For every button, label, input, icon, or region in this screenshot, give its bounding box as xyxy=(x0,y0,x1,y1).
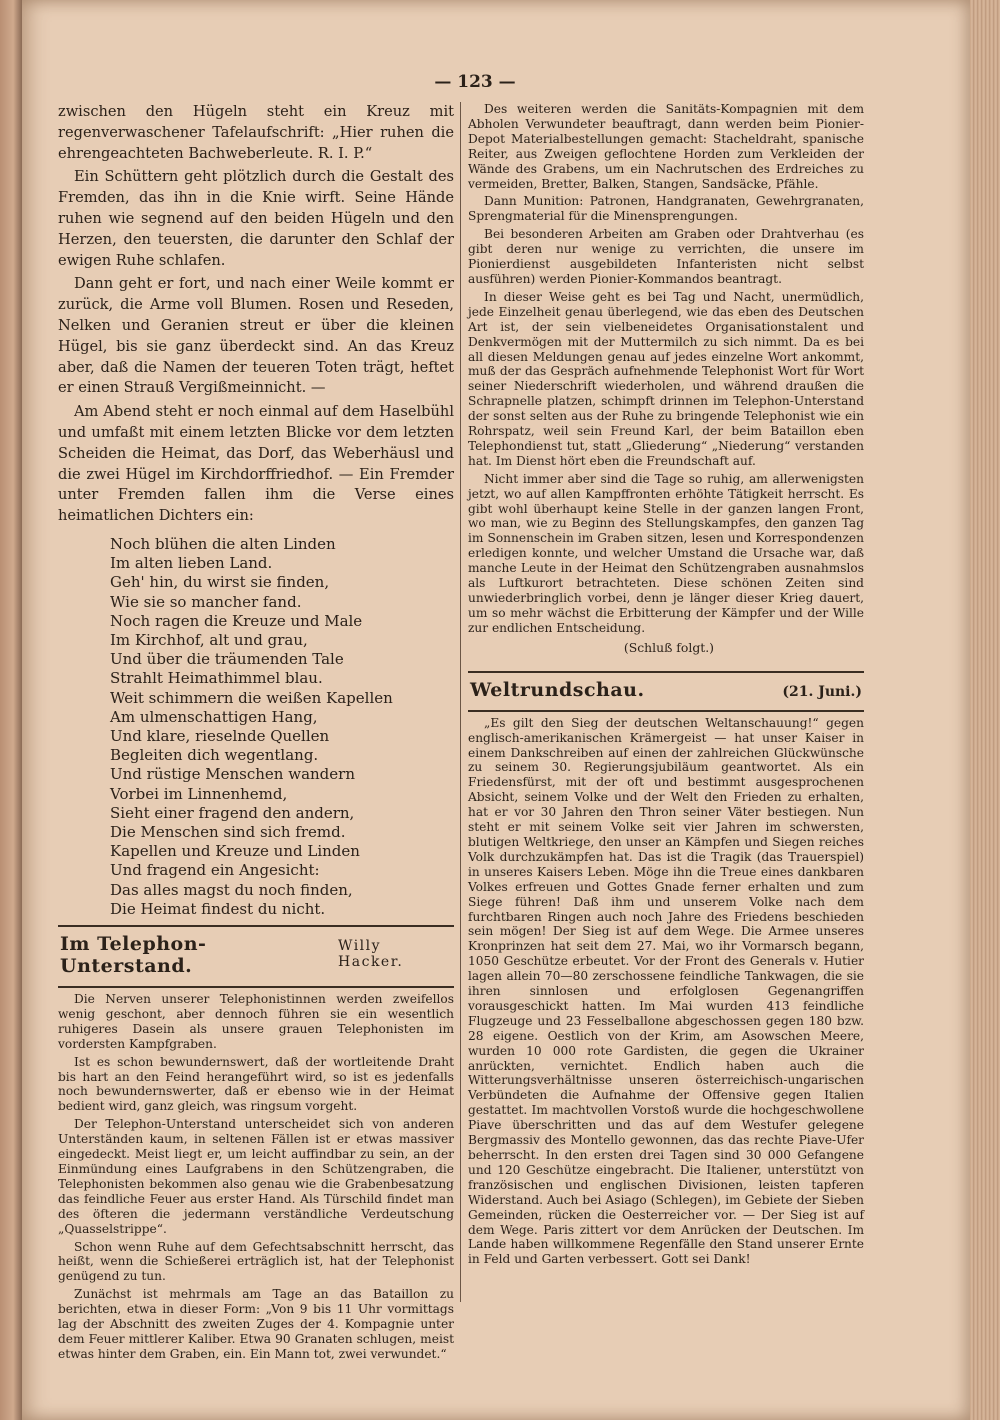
previous-page-edge xyxy=(0,0,22,1420)
left-column xyxy=(58,102,454,1365)
poem-line: Und klare, rieselnde Quellen xyxy=(110,726,330,745)
section-rule xyxy=(58,925,454,927)
paragraph: Bei besonderen Arbeiten am Graben oder Drahtverhau (es gibt deren nur wenige zu verrichten, die unsere im Pionierdienst ausgebildeten Infanteristen nicht selbst ausführen) werden Pionier-Kommandos beantragt. xyxy=(468,227,864,286)
poem-line: Im alten lieben Land. xyxy=(110,554,273,573)
poem-line: Geh' hin, du wirst sie finden, xyxy=(110,573,330,592)
review-title: Weltrundschau. xyxy=(470,678,645,701)
paragraph: Dann Munition: Patronen, Handgranaten, Gewehrgranaten, Sprengmaterial für die Minensprengungen. xyxy=(468,194,864,224)
paragraph: In dieser Weise geht es bei Tag und Nacht, unermüdlich, jede Einzelheit genau überlegend, wie das eben des Deutschen Art ist, der sein vielbeneidetes Organisationstalent und Denkvermögen mit der Muttermilch zu sich nimmt. Da es bei all diesen Meldungen genau auf jedes einzelne Wort ankommt, muß der das Gespräch aufnehmende Telephonist Wort für Wort seiner Niederschrift wiederholen, und während draußen die Schrapnelle platzen, schimpft drinnen im Telephon-Unterstand der sonst selten aus der Ruhe zu bringende Telephonist wie ein Rohrspatz, weil sein Freund Karl, der beim Bataillon eben Telephondienst tut, statt „Gliederung“ „Niederung“ verstanden hat. Im Dienst hört eben die Freundschaft auf. xyxy=(468,289,864,468)
paragraph: „Es gilt den Sieg der deutschen Weltanschauung!“ gegen englisch-amerikanischen Krämergeist — hat unser Kaiser in einem Dankschreiben auf einen der zahlreichen Glückwünsche zu seinem 30. Regierungsjubiläum geantwortet. Als ein Friedensfürst, mit der oft und bestimmt ausgesprochenen Absicht, seinem Volke und der Welt den Frieden zu erhalten, hat er vor 30 Jahren den Thron seiner Väter bestiegen. Nun steht er mit seinem Volke seit vier Jahren im schwersten, blutigen Weltkriege, den unser an Kämpfen und Siegen reiches Volk durchzukämpfen hat. Das ist die Tragik (das Trauerspiel) in unseres Kaisers Leben. Möge ihn die Treue eines dankbaren Volkes erfreuen und Gottes Gnade ferner erhalten und zum Siege führen! Daß ihm und unserem Volke nach dem furchtbaren Ringen auch noch Jahre des Friedens beschieden sein mögen! Der Sieg ist auf dem Wege. Die Armee unseres Kronprinzen hat seit dem 27. Mai, wo ihr Vormarsch begann, 1050 Geschütze erbeutet. Vor der Front des Generals v. Hutier lagen allein 70—80 zerschossene feindliche Tankwagen, die sie ihren sinnlosen und erfolglosen Gegenangriffen vorausgeschickt hatten. Im Mai wurden 413 feindliche Flugzeuge und 23 Fesselballone abgeschossen gegen 180 bzw. 28 eigene. Oestlich von der Krim, am Asowschen Meere, wurden 10 000 rote Gardisten, die gegen die Ukrainer anrückten, vernichtet. Endlich haben auch die Witterungsverhältnisse unseren österreichisch-ungarischen Verbündeten die Aufnahme der Offensive gegen Italien gestattet. Im machtvollen Vorstoß wurde die hochgeschwollene Piave überschritten und das auf dem Westufer gelegene Bergmassiv des Montello gewonnen, das das rechte Piave-Ufer beherrscht. In den ersten drei Tagen sind 30 000 Gefangene und 120 Geschütze eingebracht. Die Italiener, unterstützt von französischen und englischen Divisionen, leisten tapferen Widerstand. Auch bei Asiago (Schlegen), im Gebiete der Sieben Gemeinden, rücken die Oesterreicher vor. — Der Sieg ist auf dem Wege. Paris zittert vor dem Anrücken der Deutschen. Im Lande haben willkommene Regenfälle den Stand unserer Ernte in Feld und Garten verbessert. Gott sei Dank! xyxy=(468,715,864,1267)
poem-line: Am ulmenschattigen Hang, xyxy=(110,707,318,726)
article-title: Im Telephon-Unterstand. xyxy=(60,933,207,977)
review-date: (21. Juni.) xyxy=(782,683,862,700)
section-rule xyxy=(58,986,454,988)
poem-line: Wie sie so mancher fand. xyxy=(110,592,302,611)
paragraph: Zunächst ist mehrmals am Tage an das Bataillon zu berichten, etwa in dieser Form: „Von 9 bis 11 Uhr vormittags lag der Abschnitt des zweiten Zuges der 4. Kompagnie unter dem Feuer mittlerer Kaliber. Etwa 90 Granaten schlugen, meist etwas hinter dem Graben, ein. Ein Mann tot, zwei verwundet.“ xyxy=(58,1287,454,1361)
section-rule xyxy=(468,671,864,673)
paragraph: Dann geht er fort, und nach einer Weile kommt er zurück, die Arme voll Blumen. Rosen und Reseden, Nelken und Geranien streut er über die kleinen Hügel, bis sie ganz überdeckt sind. An das Kreuz aber, daß die Namen der teueren Toten trägt, heftet er einen Strauß Vergißmeinnicht. — xyxy=(58,275,454,397)
paragraph: Schon wenn Ruhe auf dem Gefechtsabschnitt herrscht, das heißt, wenn die Schießerei erträglich ist, hat der Telephonist genügend zu tun. xyxy=(58,1239,454,1284)
page-stack-edge xyxy=(970,0,1000,1420)
paragraph: Nicht immer aber sind die Tage so ruhig, am allerwenigsten jetzt, wo auf allen Kampffronten erhöhte Tätigkeit herrscht. Es gibt wohl überhaupt keine Stelle in der ganzen langen Front, wo man, wie zu Beginn des Stellungskampfes, den ganzen Tag im Sonnenschein im Graben sitzen, lesen und Korrespondenzen erledigen konnte, und welcher Umstand die Ursache war, daß manche Leute in der Heimat den Schützengraben ausnahmslos als Luftkurort betrachteten. Diese schönen Zeiten sind unwiederbringlich vorbei, denn je länger dieser Krieg dauert, um so mehr wächst die Erbitterung der Kämpfer und der Wille zur endlichen Entscheidung. xyxy=(468,471,864,635)
poem-line: Sieht einer fragend den andern, xyxy=(110,803,355,822)
paragraph: Ein Schüttern geht plötzlich durch die Gestalt des Fremden, das ihn in die Knie wirft. Seine Hände ruhen wie segnend auf den beiden Hügeln und den Herzen, den teuersten, die darunter den Schlaf der ewigen Ruhe schlafen. xyxy=(58,168,454,269)
poem-line: Strahlt Heimathimmel blau. xyxy=(110,669,323,688)
article-header xyxy=(58,931,454,980)
poem-line: Und rüstige Menschen wandern xyxy=(110,765,355,784)
page-number: — 123 — xyxy=(434,72,516,92)
poem xyxy=(110,535,454,919)
paragraph: Am Abend steht er noch einmal auf dem Haselbühl und umfaßt mit einem letzten Blicke vor dem letzten Scheiden die Heimat, das Dorf, das Weberhäusl und die zwei Hügel im Kirchdorffriedhof. — Ein Fremder unter Fremden fallen ihm die Verse eines heimatlichen Dichters ein: xyxy=(58,403,454,525)
review-header xyxy=(468,677,864,704)
poem-line: Weit schimmern die weißen Kapellen xyxy=(110,688,393,707)
paragraph: Ist es schon bewundernswert, daß der wortleitende Draht bis hart an den Feind herangeführt wird, so ist es jedenfalls noch bewundernswerter, daß er ebenso wie in der Heimat bedient wird, ganz gleich, was ringsum vorgeht. xyxy=(58,1054,454,1114)
poem-line: Begleiten dich wegentlang. xyxy=(110,746,319,765)
continued-note: (Schluß folgt.) xyxy=(623,639,714,655)
section-rule xyxy=(468,710,864,712)
poem-line: Das alles magst du noch finden, xyxy=(110,880,353,899)
paragraph: zwischen den Hügeln steht ein Kreuz mit regenverwaschener Tafelaufschrift: „Hier ruhen die ehrengeachteten Bachweberleute. R. I. P.“ xyxy=(58,103,454,162)
right-column xyxy=(468,102,864,1270)
book-page xyxy=(22,0,970,1420)
column-divider xyxy=(460,102,461,1302)
poem-line: Die Heimat findest du nicht. xyxy=(110,899,326,918)
poem-line: Und fragend ein Angesicht: xyxy=(110,861,320,880)
paragraph: Die Nerven unserer Telephonistinnen werden zweifellos wenig geschont, aber dennoch führen sie ein wesentlich ruhigeres Dasein als unsere grauen Telephonisten im vordersten Kampfgraben. xyxy=(58,992,454,1051)
poem-line: Vorbei im Linnenhemd, xyxy=(110,784,288,803)
poem-line: Und über die träumenden Tale xyxy=(110,650,344,669)
poem-line: Noch ragen die Kreuze und Male xyxy=(110,611,363,630)
paragraph: Der Telephon-Unterstand unterscheidet sich von anderen Unterständen kaum, in seltenen Fällen ist er etwas massiver eingedeckt. Meist liegt er, um leicht auffindbar zu sein, an der Einmündung eines Laufgrabens in den Schützengraben, die Telephonisten bekommen also genau wie die Grabenbesatzung das feindliche Feuer aus erster Hand. Als Türschild findet man des öfteren die jedermann verständliche Verdeutschung „Quasselstrippe“. xyxy=(58,1117,454,1236)
paragraph: Des weiteren werden die Sanitäts-Kompagnien mit dem Abholen Verwundeter beauftragt, dann werden beim Pionier-Depot Materialbestellungen gemacht: Stacheldraht, spanische Reiter, aus Zweigen geflochtene Horden zum Verkleiden der Wände des Grabens, um ein Nachrutschen des Erdreiches zu vermeiden, Bretter, Balken, Stangen, Sandsäcke, Pfähle. xyxy=(468,102,864,191)
poem-line: Im Kirchhof, alt und grau, xyxy=(110,630,308,649)
poem-line: Noch blühen die alten Linden xyxy=(110,534,336,553)
poem-line: Die Menschen sind sich fremd. xyxy=(110,822,346,841)
article-author: Willy Hacker. xyxy=(338,938,404,970)
poem-line: Kapellen und Kreuze und Linden xyxy=(110,842,360,861)
